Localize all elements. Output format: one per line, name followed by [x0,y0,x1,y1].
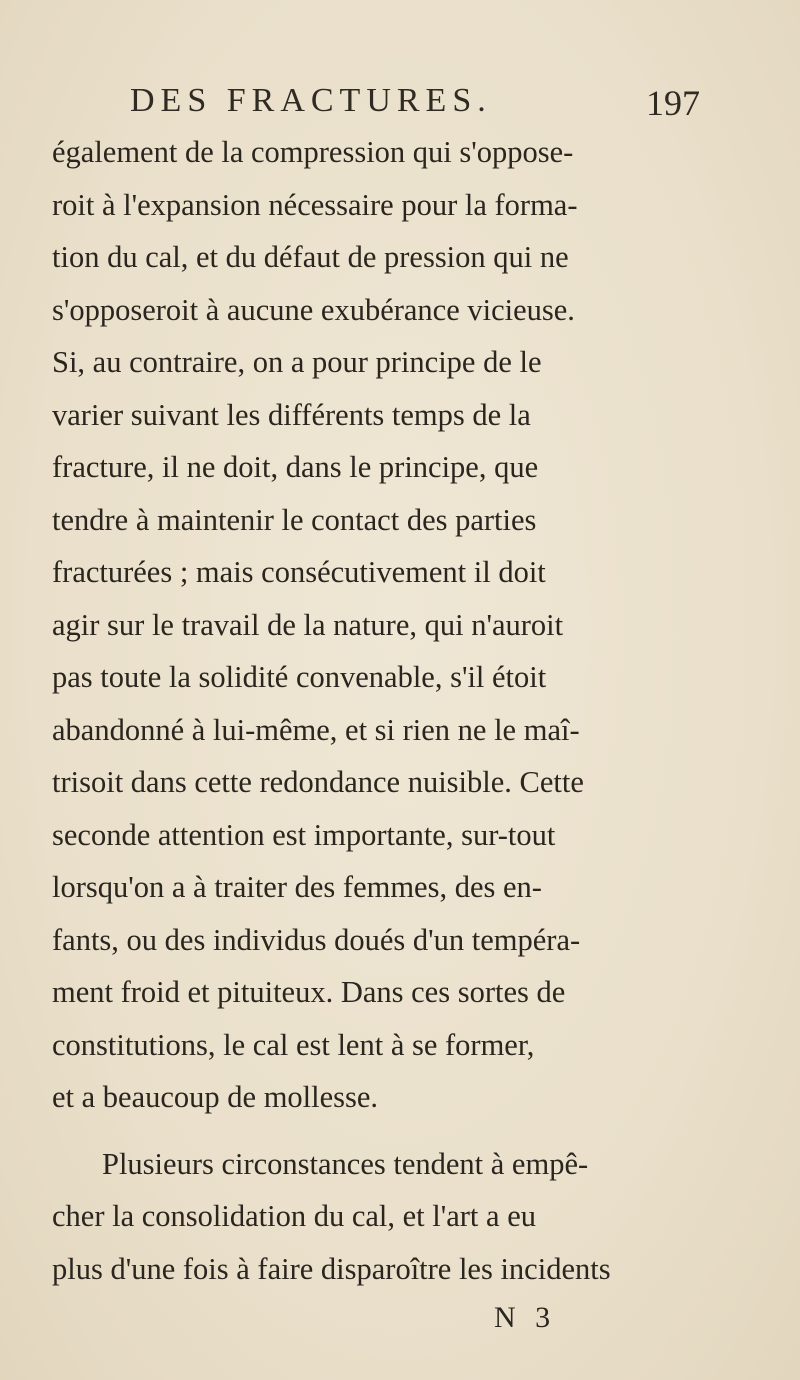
text-line: agir sur le travail de la nature, qui n'auroit [52,607,564,642]
text-line: seconde attention est importante, sur-tout [52,817,556,852]
text-line: fracture, il ne doit, dans le principe, que [52,450,539,484]
text-line: Si, au contraire, on a pour principe de le [52,345,542,379]
text-line: varier suivant les différents temps de la [52,397,531,432]
text-line: pas toute la solidité convenable, s'il étoit [52,660,547,694]
running-title: DES FRACTURES. [130,82,492,119]
text-line: constitutions, le cal est lent à se former, [52,1027,535,1062]
signature-mark: N 3 [494,1301,557,1334]
text-line: également de la compression qui s'oppose- [52,135,574,169]
page-number: 197 [646,83,700,123]
text-line: lorsqu'on a à traiter des femmes, des en- [52,870,542,904]
text-line: fants, ou des individus doués d'un tempéra- [52,922,581,957]
text-line: ment froid et pituiteux. Dans ces sortes de [52,975,566,1009]
text-line: et a beaucoup de mollesse. [52,1080,379,1114]
text-line: s'opposeroit à aucune exubérance vicieuse. [52,292,575,327]
text-line: roit à l'expansion nécessaire pour la forma- [52,187,578,222]
text-line: tion du cal, et du défaut de pression qui ne [52,240,569,274]
text-line: tendre à maintenir le contact des parties [52,502,537,537]
text-line: fracturées ; mais consécutivement il doit [52,555,546,589]
text-line: plus d'une fois à faire disparoître les incidents [52,1251,611,1286]
text-line: Plusieurs circonstances tendent à empê- [102,1146,589,1181]
page-header [130,82,700,132]
text-line: abandonné à lui-même, et si rien ne le maî- [52,712,580,747]
text-line: cher la consolidation du cal, et l'art a eu [52,1199,536,1233]
text-line: trisoit dans cette redondance nuisible. Cette [52,765,584,799]
